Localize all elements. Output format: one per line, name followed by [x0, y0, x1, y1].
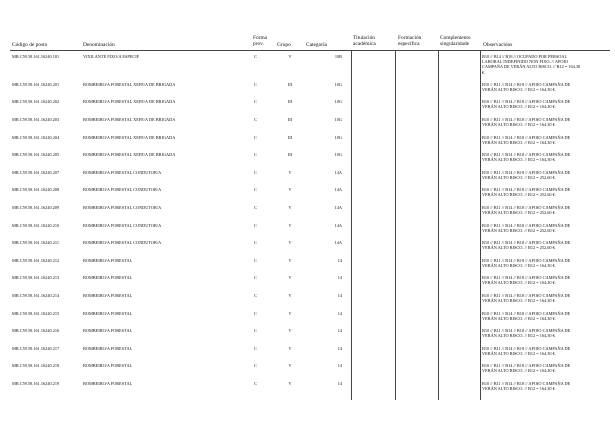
row-forma: C	[254, 99, 257, 104]
header-observacions: Observacións	[483, 42, 513, 48]
header-complemento	[440, 35, 471, 47]
row-grupo: V	[288, 258, 292, 263]
row-observacions	[482, 328, 612, 338]
row-code: MR.C59.58.161.16240.209	[12, 205, 60, 210]
row-observacions-line: VERÁN ALTO RISCO. // B12 = 164,30 €.	[482, 333, 556, 339]
row-observacions	[482, 381, 612, 391]
row-code: MR.C59.58.161.16240.208	[12, 187, 60, 192]
row-code: MR.C59.58.161.16240.219	[12, 381, 60, 386]
row-observacions-line: B10 // B11 // B14 // B18 // APOIO CAMPAÑA DE	[482, 170, 571, 175]
row-observacions-line: €.	[482, 69, 486, 75]
row-observacions	[482, 54, 612, 75]
row-observacions	[482, 311, 612, 321]
row-categoria: 14A	[334, 223, 342, 228]
row-denominacion: BOMBEIRO/A FORESTAL XEFE/A DE BRIGADA	[83, 117, 176, 122]
header-forma-line2: prov.	[253, 41, 264, 48]
row-observacions-line: VERÁN ALTO RISCO. // B12 = 164,30 €.	[482, 122, 556, 128]
column-rule-complemento	[438, 50, 439, 400]
row-forma: C	[254, 170, 257, 175]
row-forma: C	[254, 205, 257, 210]
row-denominacion: BOMBEIRO/A FORESTAL XEFE/A DE BRIGADA	[83, 82, 176, 87]
header-formacion	[398, 35, 421, 47]
row-denominacion: BOMBEIRO/A FORESTAL	[83, 275, 133, 280]
row-denominacion: BOMBEIRO/A FORESTAL	[83, 293, 133, 298]
row-forma: C	[254, 328, 257, 333]
row-denominacion: BOMBEIRO/A FORESTAL CONDUTOR/A	[83, 240, 162, 245]
row-observacions	[482, 275, 612, 285]
row-grupo: V	[288, 346, 292, 351]
row-grupo: III	[287, 99, 293, 104]
row-forma: C	[254, 54, 257, 59]
column-rule-titulacion	[351, 50, 352, 400]
row-observacions-line: VERÁN ALTO RISCO. // B12 = 164,30 €.	[482, 316, 556, 322]
row-observacions-line: B10 // B11 // B14 // B18 // APOIO CAMPAÑA DE	[482, 205, 571, 210]
column-rule-observacions	[480, 50, 481, 400]
row-observacions	[482, 135, 612, 145]
row-grupo: V	[288, 240, 292, 245]
row-grupo: V	[288, 311, 292, 316]
header-complemento-line2: singularidade	[440, 41, 470, 48]
row-grupo: V	[288, 363, 292, 368]
row-grupo: V	[288, 54, 292, 59]
row-grupo: V	[288, 293, 292, 298]
row-denominacion: BOMBEIRO/A FORESTAL	[83, 363, 133, 368]
row-denominacion: BOMBEIRO/A FORESTAL CONDUTOR/A	[83, 187, 162, 192]
row-observacions-line: B10 // B11 // B14 // B18 // APOIO CAMPAÑA DE	[482, 311, 571, 316]
row-observacions	[482, 99, 612, 109]
row-observacions	[482, 258, 612, 268]
row-observacions-line: VERÁN ALTO RISCO. // B12 = 164,30 €.	[482, 386, 556, 392]
row-code: MR.C59.58.161.16240.181	[12, 54, 60, 59]
row-categoria: 14A	[334, 170, 342, 175]
row-observacions-line: B10 // B11 // B14 // B18 // APOIO CAMPAÑA DE	[482, 293, 571, 298]
row-categoria: 14A	[334, 187, 342, 192]
row-categoria: 10G	[334, 152, 342, 157]
header-titulacion	[353, 35, 376, 47]
row-observacions-line: VERÁN ALTO RISCO. // B12 = 252,60 €.	[482, 192, 556, 198]
row-categoria: 10B	[334, 54, 342, 59]
row-observacions-line: VERÁN ALTO RISCO. // B12 = 164,30 €.	[482, 157, 556, 163]
column-rule-formacion	[395, 50, 396, 400]
row-categoria: 10G	[334, 135, 342, 140]
row-observacions-line: B10 // B14 // B18 // OCUPADO POR PERSOAL	[482, 54, 568, 59]
row-categoria: 14A	[334, 240, 342, 245]
row-grupo: V	[288, 381, 292, 386]
header-codigo: Código de posto	[12, 42, 48, 48]
header-forma-line1: Forma	[253, 35, 268, 41]
row-observacions	[482, 346, 612, 356]
row-code: MR.C59.58.161.16240.202	[12, 99, 60, 104]
row-forma: C	[254, 82, 257, 87]
row-observacions-line: CAMPAÑA DE VERÁN ALTO RISCO. // B12 = 164,30	[482, 64, 581, 70]
row-observacions	[482, 170, 612, 180]
row-denominacion: BOMBEIRO/A FORESTAL CONDUTOR/A	[83, 223, 162, 228]
row-forma: C	[254, 117, 257, 122]
row-forma: C	[254, 293, 257, 298]
row-grupo: V	[288, 223, 292, 228]
row-code: MR.C59.58.161.16240.218	[12, 363, 60, 368]
row-forma: C	[254, 240, 257, 245]
row-observacions-line: B10 // B11 // B14 // B18 // APOIO CAMPAÑA DE	[482, 363, 571, 368]
row-categoria: 14	[337, 346, 342, 351]
row-observacions-line: B10 // B11 // B14 // B18 // APOIO CAMPAÑA DE	[482, 328, 571, 333]
row-observacions-line: VERÁN ALTO RISCO. // B12 = 164,30 €.	[482, 351, 556, 357]
header-complemento-line1: Complemento	[440, 35, 471, 41]
header-formacion-line2: específica	[398, 41, 420, 48]
header-titulacion-line1: Titulación	[353, 35, 375, 41]
row-observacions-line: B10 // B11 // B14 // B18 // APOIO CAMPAÑA DE	[482, 381, 571, 386]
row-forma: C	[254, 363, 257, 368]
row-grupo: III	[287, 152, 293, 157]
row-code: MR.C59.58.161.16240.210	[12, 223, 60, 228]
row-observacions-line: VERÁN ALTO RISCO. // B12 = 252,60 €.	[482, 245, 556, 251]
row-code: MR.C59.58.161.16240.214	[12, 293, 60, 298]
header-forma	[253, 35, 267, 47]
row-denominacion: BOMBEIRO/A FORESTAL	[83, 311, 133, 316]
row-code: MR.C59.58.161.16240.213	[12, 275, 60, 280]
row-grupo: V	[288, 205, 292, 210]
row-observacions-line: VERÁN ALTO RISCO. // B12 = 252,60 €.	[482, 175, 556, 181]
header-denominacion: Denominación	[83, 42, 115, 48]
row-observacions-line: B10 // B11 // B14 // B18 // APOIO CAMPAÑA DE	[482, 223, 571, 228]
row-grupo: III	[287, 117, 293, 122]
row-observacions-line: B10 // B11 // B14 // B18 // APOIO CAMPAÑA DE	[482, 82, 571, 87]
row-grupo: V	[288, 328, 292, 333]
row-grupo: V	[288, 275, 292, 280]
row-observacions-line: LABORAL INDEFINIDO NON FIXO. // APOIO	[482, 59, 569, 65]
row-categoria: 10G	[334, 82, 342, 87]
row-denominacion: BOMBEIRO/A FORESTAL XEFE/A DE BRIGADA	[83, 99, 176, 104]
row-observacions	[482, 82, 612, 92]
row-categoria: 14	[337, 328, 342, 333]
row-denominacion: BOMBEIRO/A FORESTAL CONDUTOR/A	[83, 170, 162, 175]
row-observacions	[482, 117, 612, 127]
header-categoria: Categoría	[306, 42, 327, 48]
row-categoria: 14	[337, 275, 342, 280]
header-titulacion-line2: académica	[353, 41, 376, 48]
row-forma: C	[254, 381, 257, 386]
row-code: MR.C59.58.161.16240.216	[12, 328, 60, 333]
row-observacions-line: B10 // B11 // B14 // B18 // APOIO CAMPAÑA DE	[482, 346, 571, 351]
row-categoria: 10G	[334, 117, 342, 122]
row-observacions	[482, 240, 612, 250]
row-grupo: III	[287, 135, 293, 140]
row-observacions	[482, 293, 612, 303]
row-forma: C	[254, 187, 257, 192]
row-observacions-line: B10 // B11 // B14 // B18 // APOIO CAMPAÑA DE	[482, 240, 571, 245]
row-forma: C	[254, 135, 257, 140]
row-observacions	[482, 152, 612, 162]
row-denominacion: BOMBEIRO/A FORESTAL XEFE/A DE BRIGADA	[83, 135, 176, 140]
row-observacions-line: VERÁN ALTO RISCO. // B12 = 252,60 €.	[482, 210, 556, 216]
row-observacions-line: B10 // B11 // B14 // B18 // APOIO CAMPAÑA DE	[482, 99, 571, 104]
row-observacions	[482, 187, 612, 197]
row-denominacion: BOMBEIRO/A FORESTAL	[83, 328, 133, 333]
row-observacions-line: B10 // B11 // B14 // B18 // APOIO CAMPAÑA DE	[482, 187, 571, 192]
row-observacions-line: B10 // B11 // B14 // B18 // APOIO CAMPAÑA DE	[482, 275, 571, 280]
row-code: MR.C59.58.161.16240.212	[12, 258, 60, 263]
row-categoria: 10G	[334, 99, 342, 104]
row-categoria: 14	[337, 363, 342, 368]
row-observacions-line: B10 // B11 // B14 // B18 // APOIO CAMPAÑA DE	[482, 258, 571, 263]
header-rule	[10, 50, 610, 51]
row-code: MR.C59.58.161.16240.204	[12, 135, 60, 140]
row-grupo: V	[288, 170, 292, 175]
row-observacions-line: VERÁN ALTO RISCO. // B12 = 164,30 €.	[482, 368, 556, 374]
row-observacions-line: B10 // B11 // B14 // B18 // APOIO CAMPAÑA DE	[482, 152, 571, 157]
row-grupo: III	[287, 82, 293, 87]
row-categoria: 14	[337, 381, 342, 386]
row-grupo: V	[288, 187, 292, 192]
row-denominacion: BOMBEIRO/A FORESTAL	[83, 381, 133, 386]
row-observacions-line: B10 // B11 // B14 // B18 // APOIO CAMPAÑA DE	[482, 117, 571, 122]
row-denominacion: BOMBEIRO/A FORESTAL	[83, 258, 133, 263]
row-code: MR.C59.58.161.16240.207	[12, 170, 60, 175]
row-observacions-line: VERÁN ALTO RISCO. // B12 = 164,30 €.	[482, 298, 556, 304]
row-observacions-line: VERÁN ALTO RISCO. // B12 = 164,30 €.	[482, 140, 556, 146]
row-categoria: 14	[337, 293, 342, 298]
row-forma: C	[254, 258, 257, 263]
row-code: MR.C59.58.161.16240.205	[12, 152, 60, 157]
row-observacions-line: VERÁN ALTO RISCO. // B12 = 252,60 €.	[482, 228, 556, 234]
row-observacions	[482, 223, 612, 233]
row-forma: C	[254, 311, 257, 316]
row-code: MR.C59.58.161.16240.217	[12, 346, 60, 351]
row-observacions	[482, 205, 612, 215]
row-forma: C	[254, 152, 257, 157]
row-observacions-line: VERÁN ALTO RISCO. // B12 = 164,30 €.	[482, 104, 556, 110]
row-forma: C	[254, 275, 257, 280]
header-formacion-line1: Formación	[398, 35, 422, 41]
row-forma: C	[254, 223, 257, 228]
row-forma: C	[254, 346, 257, 351]
header-grupo: Grupo	[277, 42, 291, 48]
row-observacions-line: VERÁN ALTO RISCO. // B12 = 164,30 €.	[482, 280, 556, 286]
row-observacions-line: VERÁN ALTO RISCO. // B12 = 164,30 €.	[482, 87, 556, 93]
row-denominacion: VIXILANTE FIXO/A ESPECIF	[83, 54, 140, 59]
row-denominacion: BOMBEIRO/A FORESTAL	[83, 346, 133, 351]
row-code: MR.C59.58.161.16240.215	[12, 311, 60, 316]
row-denominacion: BOMBEIRO/A FORESTAL CONDUTOR/A	[83, 205, 162, 210]
row-observacions-line: B10 // B11 // B14 // B18 // APOIO CAMPAÑA DE	[482, 135, 571, 140]
row-categoria: 14	[337, 311, 342, 316]
row-code: MR.C59.58.161.16240.201	[12, 82, 60, 87]
row-observacions	[482, 363, 612, 373]
row-categoria: 14	[337, 258, 342, 263]
row-code: MR.C59.58.161.16240.203	[12, 117, 60, 122]
row-categoria: 14A	[334, 205, 342, 210]
row-code: MR.C59.58.161.16240.211	[12, 240, 59, 245]
row-observacions-line: VERÁN ALTO RISCO. // B12 = 164,30 €.	[482, 263, 556, 269]
row-denominacion: BOMBEIRO/A FORESTAL XEFE/A DE BRIGADA	[83, 152, 176, 157]
